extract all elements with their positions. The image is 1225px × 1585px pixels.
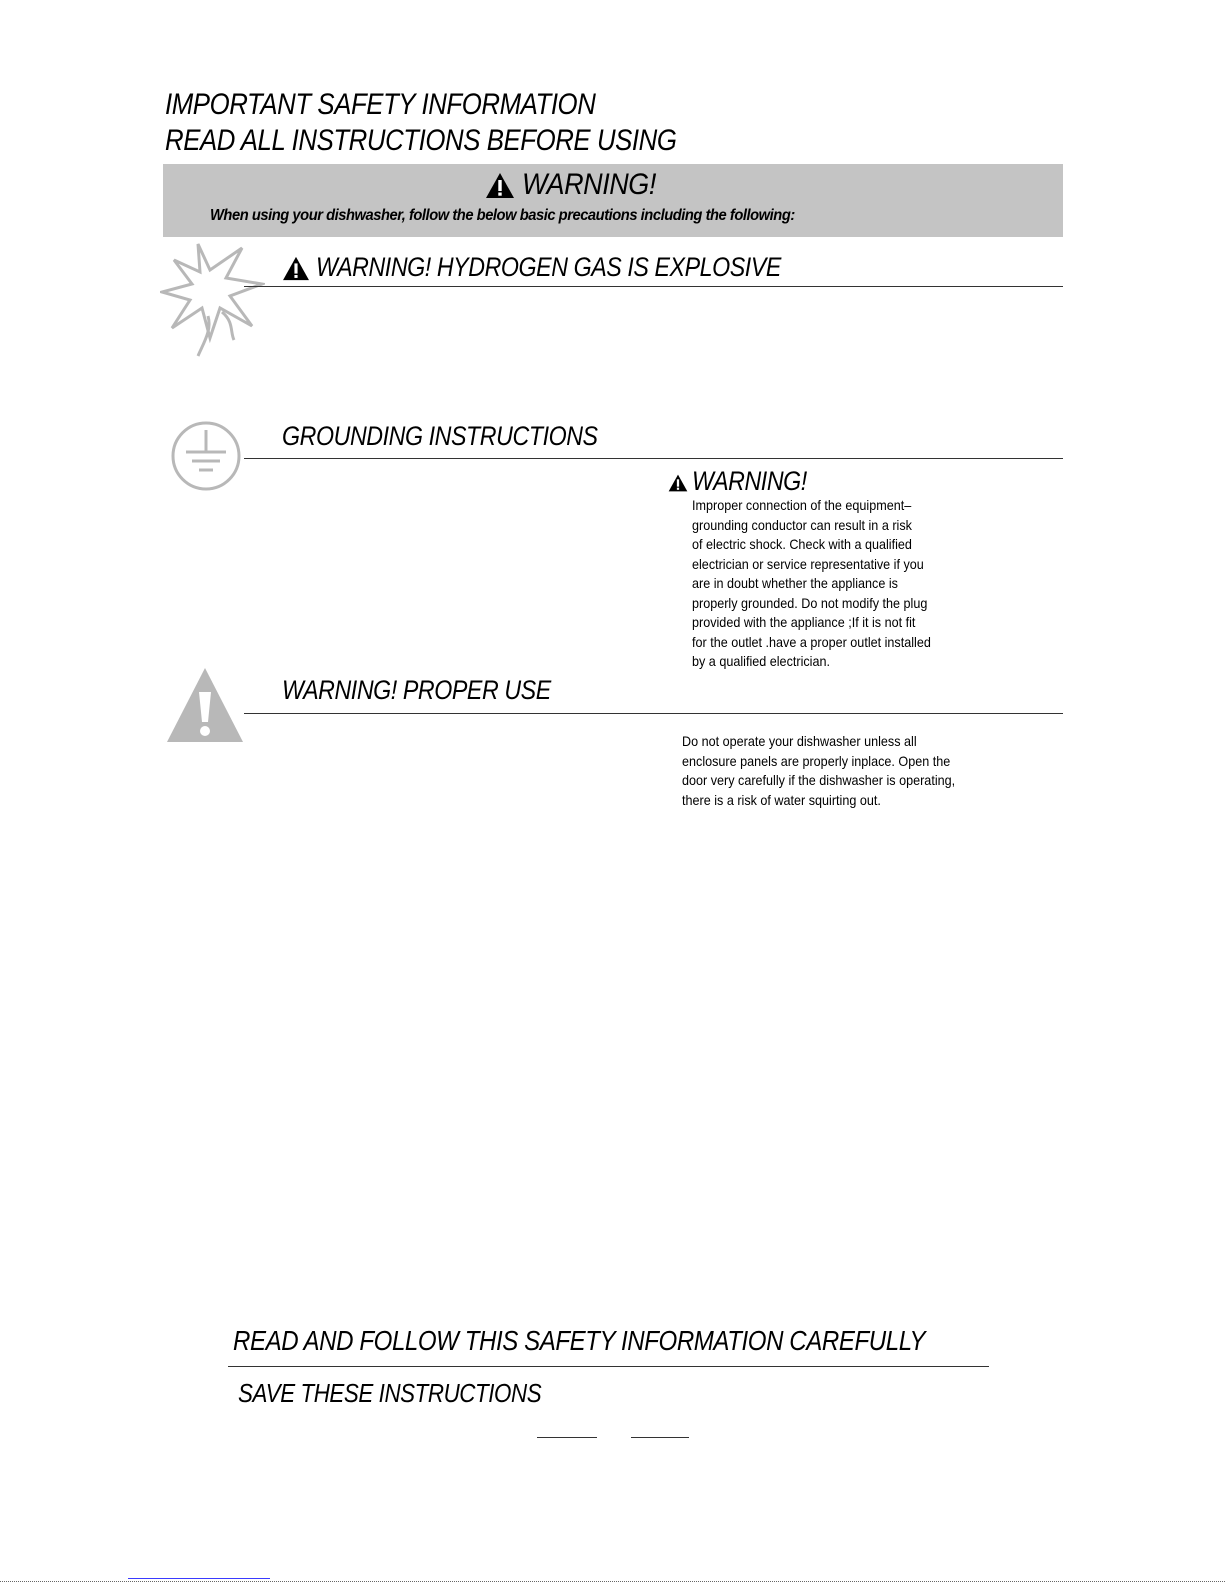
warning-triangle-icon [282,256,310,281]
proper-use-heading: WARNING! PROPER USE [282,675,551,705]
explosion-icon [160,242,265,360]
warning-triangle-icon [668,474,688,492]
grounding-heading: GROUNDING INSTRUCTIONS [282,421,598,451]
divider [244,286,1063,287]
banner-subtitle: When using your dishwasher, follow the below basic precautions including the following: [210,207,795,224]
page-marker-line [631,1437,689,1438]
warning-triangle-icon [485,172,515,199]
divider [244,713,1063,714]
divider [244,458,1063,459]
hydrogen-heading: WARNING! HYDROGEN GAS IS EXPLOSIVE [316,252,781,282]
banner-title: WARNING! [522,168,656,201]
banner-title-row [485,168,865,204]
grounding-warning-title: WARNING! [692,466,807,496]
page-title-line2: READ ALL INSTRUCTIONS BEFORE USING [165,124,677,157]
link-underline[interactable] [128,1578,270,1579]
footer-subheading: SAVE THESE INSTRUCTIONS [238,1378,542,1408]
page-title-line1: IMPORTANT SAFETY INFORMATION [165,88,596,121]
page-marker-line [537,1437,597,1438]
hydrogen-heading-row [282,252,982,288]
exclamation-triangle-icon [166,666,244,744]
footer-heading: READ AND FOLLOW THIS SAFETY INFORMATION CAREFULLY [233,1325,926,1356]
divider [228,1366,989,1367]
grounding-warning-text: Improper connection of the equipment– grounding conductor can result in a risk of electric shock. Check with a qualified electrician or service representative if you are in doubt whether the appliance is properly grounded. Do not modify the plug provided with the appliance ;If it is not fit for the outlet .have a proper outlet installed by a qualified electrician. [692,497,931,669]
proper-use-text: Do not operate your dishwasher unless all enclosure panels are properly inplace. Open the door very carefully if the dishwasher is operating, there is a risk of water squirting out. [682,733,956,808]
grounding-warning-title-row [668,466,988,500]
ground-symbol-icon [170,420,242,492]
page-bottom-edge [0,1581,1225,1582]
